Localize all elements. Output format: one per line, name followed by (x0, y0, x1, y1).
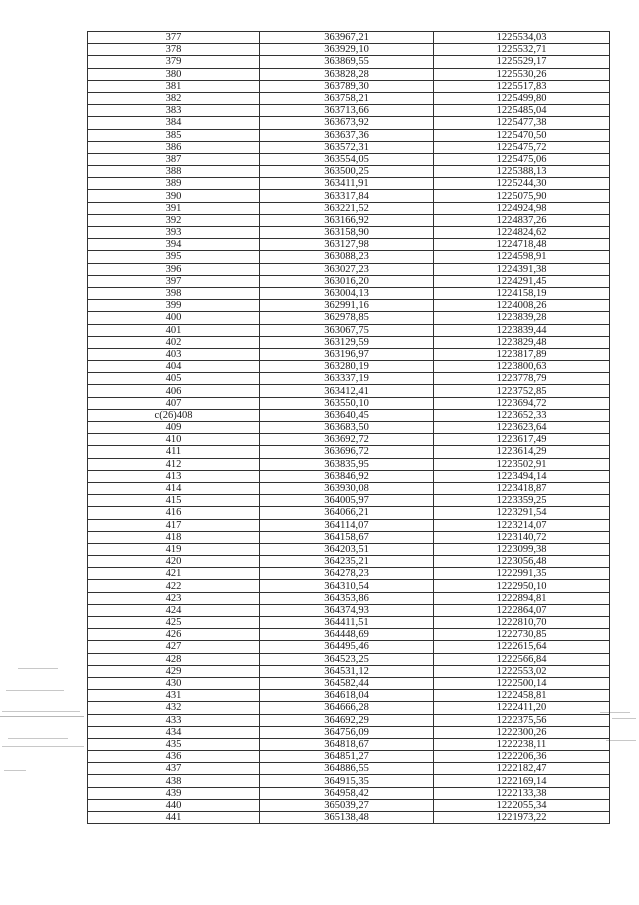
point-number-cell: 389 (88, 178, 260, 190)
point-number-cell: 435 (88, 738, 260, 750)
point-number-cell: 390 (88, 190, 260, 202)
point-number-cell: 422 (88, 580, 260, 592)
point-number-cell: 434 (88, 726, 260, 738)
table-row (88, 617, 610, 629)
x-coordinate-cell: 363337,19 (260, 373, 434, 385)
x-coordinate-cell: 362991,16 (260, 300, 434, 312)
point-number-cell: 407 (88, 397, 260, 409)
y-coordinate-cell: 1222730,85 (434, 629, 610, 641)
x-coordinate-cell: 363500,25 (260, 166, 434, 178)
y-coordinate-cell: 1225470,50 (434, 129, 610, 141)
y-coordinate-cell: 1223778,79 (434, 373, 610, 385)
table-row (88, 787, 610, 799)
point-number-cell: 388 (88, 166, 260, 178)
y-coordinate-cell: 1225517,83 (434, 80, 610, 92)
point-number-cell: 431 (88, 690, 260, 702)
table-row (88, 324, 610, 336)
x-coordinate-cell: 364958,42 (260, 787, 434, 799)
x-coordinate-cell: 364278,23 (260, 568, 434, 580)
table-row (88, 312, 610, 324)
table-row (88, 166, 610, 178)
x-coordinate-cell: 363004,13 (260, 287, 434, 299)
x-coordinate-cell: 363692,72 (260, 434, 434, 446)
table-row (88, 373, 610, 385)
point-number-cell: 415 (88, 495, 260, 507)
x-coordinate-cell: 363166,92 (260, 214, 434, 226)
x-coordinate-cell: 364114,07 (260, 519, 434, 531)
x-coordinate-cell: 363828,28 (260, 68, 434, 80)
point-number-cell: 425 (88, 617, 260, 629)
x-coordinate-cell: 363967,21 (260, 32, 434, 44)
point-number-cell: 391 (88, 202, 260, 214)
table-row (88, 409, 610, 421)
point-number-cell: c(26)408 (88, 409, 260, 421)
y-coordinate-cell: 1222133,38 (434, 787, 610, 799)
x-coordinate-cell: 363713,66 (260, 105, 434, 117)
y-coordinate-cell: 1222950,10 (434, 580, 610, 592)
y-coordinate-cell: 1222411,20 (434, 702, 610, 714)
y-coordinate-cell: 1225499,80 (434, 92, 610, 104)
table-row (88, 214, 610, 226)
x-coordinate-cell: 363550,10 (260, 397, 434, 409)
y-coordinate-cell: 1225534,03 (434, 32, 610, 44)
x-coordinate-cell: 363016,20 (260, 275, 434, 287)
x-coordinate-cell: 363554,05 (260, 153, 434, 165)
point-number-cell: 409 (88, 422, 260, 434)
point-number-cell: 419 (88, 543, 260, 555)
y-coordinate-cell: 1223291,54 (434, 507, 610, 519)
x-coordinate-cell: 363411,91 (260, 178, 434, 190)
point-number-cell: 437 (88, 763, 260, 775)
table-row (88, 592, 610, 604)
y-coordinate-cell: 1225532,71 (434, 44, 610, 56)
y-coordinate-cell: 1225475,06 (434, 153, 610, 165)
point-number-cell: 392 (88, 214, 260, 226)
table-row (88, 300, 610, 312)
table-row (88, 702, 610, 714)
table-row (88, 385, 610, 397)
x-coordinate-cell: 363683,50 (260, 422, 434, 434)
y-coordinate-cell: 1222055,34 (434, 799, 610, 811)
table-row (88, 239, 610, 251)
y-coordinate-cell: 1223652,33 (434, 409, 610, 421)
y-coordinate-cell: 1224008,26 (434, 300, 610, 312)
table-row (88, 202, 610, 214)
point-number-cell: 383 (88, 105, 260, 117)
x-coordinate-cell: 364756,09 (260, 726, 434, 738)
table-row (88, 446, 610, 458)
y-coordinate-cell: 1224391,38 (434, 263, 610, 275)
x-coordinate-cell: 364582,44 (260, 677, 434, 689)
y-coordinate-cell: 1222864,07 (434, 604, 610, 616)
table-row (88, 336, 610, 348)
y-coordinate-cell: 1223617,49 (434, 434, 610, 446)
table-row (88, 568, 610, 580)
point-number-cell: 393 (88, 227, 260, 239)
y-coordinate-cell: 1222206,36 (434, 751, 610, 763)
y-coordinate-cell: 1223829,48 (434, 336, 610, 348)
point-number-cell: 394 (88, 239, 260, 251)
x-coordinate-cell: 364374,93 (260, 604, 434, 616)
point-number-cell: 395 (88, 251, 260, 263)
x-coordinate-cell: 363317,84 (260, 190, 434, 202)
x-coordinate-cell: 364666,28 (260, 702, 434, 714)
coordinates-table (87, 31, 610, 824)
table-row (88, 543, 610, 555)
x-coordinate-cell: 364495,46 (260, 641, 434, 653)
y-coordinate-cell: 1222566,84 (434, 653, 610, 665)
y-coordinate-cell: 1223839,44 (434, 324, 610, 336)
point-number-cell: 385 (88, 129, 260, 141)
point-number-cell: 384 (88, 117, 260, 129)
y-coordinate-cell: 1222500,14 (434, 677, 610, 689)
y-coordinate-cell: 1223056,48 (434, 556, 610, 568)
point-number-cell: 418 (88, 531, 260, 543)
y-coordinate-cell: 1222182,47 (434, 763, 610, 775)
point-number-cell: 396 (88, 263, 260, 275)
point-number-cell: 403 (88, 348, 260, 360)
table-row (88, 714, 610, 726)
table-row (88, 653, 610, 665)
y-coordinate-cell: 1224924,98 (434, 202, 610, 214)
point-number-cell: 378 (88, 44, 260, 56)
table-row (88, 32, 610, 44)
y-coordinate-cell: 1224837,26 (434, 214, 610, 226)
point-number-cell: 386 (88, 141, 260, 153)
point-number-cell: 405 (88, 373, 260, 385)
y-coordinate-cell: 1223800,63 (434, 361, 610, 373)
y-coordinate-cell: 1224824,62 (434, 227, 610, 239)
x-coordinate-cell: 364353,86 (260, 592, 434, 604)
table-row (88, 361, 610, 373)
y-coordinate-cell: 1222238,11 (434, 738, 610, 750)
y-coordinate-cell: 1225075,90 (434, 190, 610, 202)
point-number-cell: 397 (88, 275, 260, 287)
x-coordinate-cell: 363869,55 (260, 56, 434, 68)
y-coordinate-cell: 1222300,26 (434, 726, 610, 738)
point-number-cell: 412 (88, 458, 260, 470)
x-coordinate-cell: 363027,23 (260, 263, 434, 275)
y-coordinate-cell: 1223494,14 (434, 470, 610, 482)
point-number-cell: 432 (88, 702, 260, 714)
point-number-cell: 436 (88, 751, 260, 763)
table-row (88, 275, 610, 287)
table-row (88, 690, 610, 702)
y-coordinate-cell: 1224291,45 (434, 275, 610, 287)
x-coordinate-cell: 363673,92 (260, 117, 434, 129)
x-coordinate-cell: 363572,31 (260, 141, 434, 153)
point-number-cell: 429 (88, 665, 260, 677)
table-row (88, 190, 610, 202)
y-coordinate-cell: 1223839,28 (434, 312, 610, 324)
table-row (88, 641, 610, 653)
point-number-cell: 440 (88, 799, 260, 811)
table-row (88, 775, 610, 787)
x-coordinate-cell: 364411,51 (260, 617, 434, 629)
y-coordinate-cell: 1222169,14 (434, 775, 610, 787)
table-row (88, 470, 610, 482)
x-coordinate-cell: 364531,12 (260, 665, 434, 677)
table-row (88, 105, 610, 117)
x-coordinate-cell: 364618,04 (260, 690, 434, 702)
point-number-cell: 379 (88, 56, 260, 68)
y-coordinate-cell: 1223099,38 (434, 543, 610, 555)
point-number-cell: 414 (88, 482, 260, 494)
table-row (88, 482, 610, 494)
x-coordinate-cell: 364066,21 (260, 507, 434, 519)
table-row (88, 56, 610, 68)
coordinates-table-body (88, 32, 610, 824)
point-number-cell: 406 (88, 385, 260, 397)
x-coordinate-cell: 363412,41 (260, 385, 434, 397)
table-row (88, 763, 610, 775)
x-coordinate-cell: 364158,67 (260, 531, 434, 543)
x-coordinate-cell: 364915,35 (260, 775, 434, 787)
table-row (88, 458, 610, 470)
y-coordinate-cell: 1223817,89 (434, 348, 610, 360)
table-row (88, 141, 610, 153)
y-coordinate-cell: 1225485,04 (434, 105, 610, 117)
y-coordinate-cell: 1222894,81 (434, 592, 610, 604)
table-row (88, 629, 610, 641)
y-coordinate-cell: 1225388,13 (434, 166, 610, 178)
table-row (88, 751, 610, 763)
x-coordinate-cell: 363196,97 (260, 348, 434, 360)
point-number-cell: 424 (88, 604, 260, 616)
point-number-cell: 399 (88, 300, 260, 312)
point-number-cell: 426 (88, 629, 260, 641)
x-coordinate-cell: 364310,54 (260, 580, 434, 592)
point-number-cell: 430 (88, 677, 260, 689)
x-coordinate-cell: 363637,36 (260, 129, 434, 141)
point-number-cell: 402 (88, 336, 260, 348)
x-coordinate-cell: 363129,59 (260, 336, 434, 348)
x-coordinate-cell: 364523,25 (260, 653, 434, 665)
y-coordinate-cell: 1223214,07 (434, 519, 610, 531)
point-number-cell: 410 (88, 434, 260, 446)
y-coordinate-cell: 1223359,25 (434, 495, 610, 507)
table-row (88, 677, 610, 689)
x-coordinate-cell: 363758,21 (260, 92, 434, 104)
point-number-cell: 404 (88, 361, 260, 373)
x-coordinate-cell: 363280,19 (260, 361, 434, 373)
y-coordinate-cell: 1225244,30 (434, 178, 610, 190)
point-number-cell: 411 (88, 446, 260, 458)
x-coordinate-cell: 363930,08 (260, 482, 434, 494)
y-coordinate-cell: 1223614,29 (434, 446, 610, 458)
point-number-cell: 416 (88, 507, 260, 519)
point-number-cell: 380 (88, 68, 260, 80)
table-row (88, 397, 610, 409)
y-coordinate-cell: 1223752,85 (434, 385, 610, 397)
point-number-cell: 382 (88, 92, 260, 104)
y-coordinate-cell: 1225477,38 (434, 117, 610, 129)
table-row (88, 799, 610, 811)
x-coordinate-cell: 364886,55 (260, 763, 434, 775)
table-row (88, 263, 610, 275)
table-row (88, 665, 610, 677)
table-row (88, 227, 610, 239)
table-row (88, 178, 610, 190)
table-row (88, 556, 610, 568)
point-number-cell: 433 (88, 714, 260, 726)
table-row (88, 495, 610, 507)
y-coordinate-cell: 1224158,19 (434, 287, 610, 299)
y-coordinate-cell: 1223694,72 (434, 397, 610, 409)
x-coordinate-cell: 364818,67 (260, 738, 434, 750)
point-number-cell: 438 (88, 775, 260, 787)
table-row (88, 434, 610, 446)
point-number-cell: 381 (88, 80, 260, 92)
table-row (88, 44, 610, 56)
table-row (88, 422, 610, 434)
y-coordinate-cell: 1222810,70 (434, 617, 610, 629)
point-number-cell: 387 (88, 153, 260, 165)
y-coordinate-cell: 1223140,72 (434, 531, 610, 543)
table-row (88, 726, 610, 738)
point-number-cell: 423 (88, 592, 260, 604)
table-row (88, 531, 610, 543)
table-row (88, 80, 610, 92)
point-number-cell: 427 (88, 641, 260, 653)
table-row (88, 507, 610, 519)
x-coordinate-cell: 365138,48 (260, 812, 434, 824)
x-coordinate-cell: 364448,69 (260, 629, 434, 641)
y-coordinate-cell: 1225530,26 (434, 68, 610, 80)
point-number-cell: 428 (88, 653, 260, 665)
table-row (88, 604, 610, 616)
x-coordinate-cell: 363929,10 (260, 44, 434, 56)
x-coordinate-cell: 365039,27 (260, 799, 434, 811)
y-coordinate-cell: 1222991,35 (434, 568, 610, 580)
y-coordinate-cell: 1223418,87 (434, 482, 610, 494)
table-row (88, 117, 610, 129)
table-row (88, 129, 610, 141)
point-number-cell: 439 (88, 787, 260, 799)
table-row (88, 519, 610, 531)
y-coordinate-cell: 1224718,48 (434, 239, 610, 251)
x-coordinate-cell: 362978,85 (260, 312, 434, 324)
x-coordinate-cell: 364692,29 (260, 714, 434, 726)
table-row (88, 738, 610, 750)
point-number-cell: 421 (88, 568, 260, 580)
y-coordinate-cell: 1225529,17 (434, 56, 610, 68)
table-row (88, 68, 610, 80)
point-number-cell: 401 (88, 324, 260, 336)
y-coordinate-cell: 1222553,02 (434, 665, 610, 677)
x-coordinate-cell: 363846,92 (260, 470, 434, 482)
x-coordinate-cell: 364235,21 (260, 556, 434, 568)
y-coordinate-cell: 1225475,72 (434, 141, 610, 153)
table-row (88, 348, 610, 360)
point-number-cell: 398 (88, 287, 260, 299)
y-coordinate-cell: 1222615,64 (434, 641, 610, 653)
y-coordinate-cell: 1221973,22 (434, 812, 610, 824)
x-coordinate-cell: 364203,51 (260, 543, 434, 555)
table-row (88, 251, 610, 263)
x-coordinate-cell: 363127,98 (260, 239, 434, 251)
point-number-cell: 417 (88, 519, 260, 531)
y-coordinate-cell: 1223502,91 (434, 458, 610, 470)
table-row (88, 153, 610, 165)
y-coordinate-cell: 1222458,81 (434, 690, 610, 702)
point-number-cell: 441 (88, 812, 260, 824)
table-row (88, 812, 610, 824)
x-coordinate-cell: 363696,72 (260, 446, 434, 458)
x-coordinate-cell: 364005,97 (260, 495, 434, 507)
x-coordinate-cell: 363640,45 (260, 409, 434, 421)
x-coordinate-cell: 363789,30 (260, 80, 434, 92)
point-number-cell: 420 (88, 556, 260, 568)
x-coordinate-cell: 363158,90 (260, 227, 434, 239)
y-coordinate-cell: 1223623,64 (434, 422, 610, 434)
y-coordinate-cell: 1222375,56 (434, 714, 610, 726)
x-coordinate-cell: 363221,52 (260, 202, 434, 214)
point-number-cell: 413 (88, 470, 260, 482)
y-coordinate-cell: 1224598,91 (434, 251, 610, 263)
x-coordinate-cell: 363067,75 (260, 324, 434, 336)
table-row (88, 92, 610, 104)
x-coordinate-cell: 363088,23 (260, 251, 434, 263)
table-row (88, 580, 610, 592)
point-number-cell: 377 (88, 32, 260, 44)
table-row (88, 287, 610, 299)
point-number-cell: 400 (88, 312, 260, 324)
x-coordinate-cell: 364851,27 (260, 751, 434, 763)
x-coordinate-cell: 363835,95 (260, 458, 434, 470)
